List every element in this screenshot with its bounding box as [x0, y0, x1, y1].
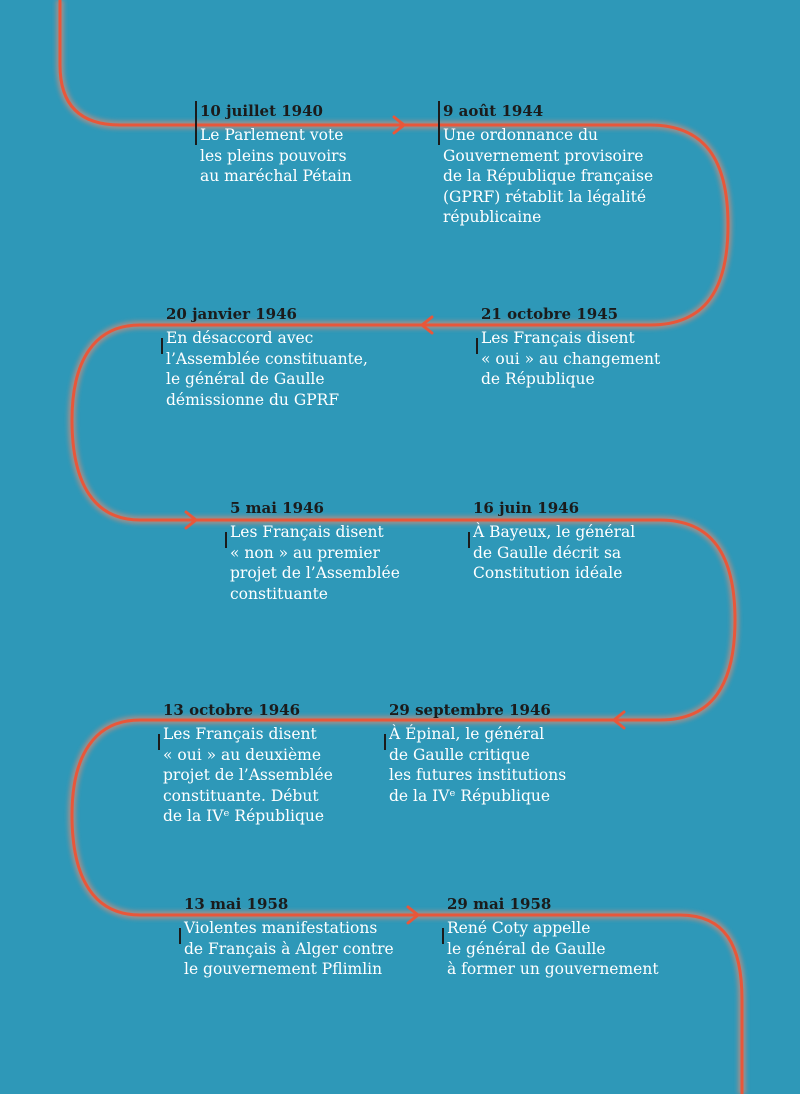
tick-mark [384, 734, 386, 750]
event-29-mai-1958 [442, 894, 659, 980]
event-date: 16 juin 1946 [473, 499, 580, 517]
event-description: Les Français disent « oui » au changement de République [481, 329, 661, 388]
event-date: 10 juillet 1940 [200, 102, 323, 120]
event-date: 13 octobre 1946 [163, 701, 301, 719]
event-date: 29 mai 1958 [447, 895, 552, 913]
tick-mark [225, 532, 227, 548]
event-date: 20 janvier 1946 [166, 305, 297, 323]
tick-mark [468, 532, 470, 548]
event-13-octobre-1946 [158, 700, 333, 827]
event-date: 9 août 1944 [443, 102, 544, 120]
event-20-janvier-1946 [161, 304, 368, 410]
tick-mark [442, 928, 444, 944]
event-13-mai-1958 [179, 894, 394, 980]
event-date: 29 septembre 1946 [389, 701, 551, 719]
event-description: En désaccord avec l’Assemblée constituante, le général de Gaulle démissionne du GPRF [166, 329, 368, 409]
event-21-octobre-1945 [476, 304, 660, 390]
event-date: 5 mai 1946 [230, 499, 324, 517]
event-description: Violentes manifestations de Français à Alger contre le gouvernement Pflimlin [184, 919, 394, 978]
tick-mark [438, 101, 440, 145]
event-description: À Épinal, le général de Gaulle critique les futures institutions de la IVᵉ République [389, 725, 567, 805]
event-description: René Coty appelle le général de Gaulle à former un gouvernement [447, 919, 659, 978]
tick-mark [195, 101, 197, 145]
event-description: Les Français disent « oui » au deuxième projet de l’Assemblée constituante. Début de la IVᵉ République [163, 725, 333, 825]
tick-mark [158, 734, 160, 750]
event-description: Le Parlement vote les pleins pouvoirs au maréchal Pétain [200, 126, 352, 185]
event-10-juillet-1940 [195, 101, 352, 187]
event-9-aout-1944 [438, 101, 653, 228]
tick-mark [179, 928, 181, 944]
event-description: Les Français disent « non » au premier projet de l’Assemblée constituante [230, 523, 400, 603]
event-29-septembre-1946 [384, 700, 566, 806]
event-16-juin-1946 [468, 498, 635, 584]
event-date: 13 mai 1958 [184, 895, 289, 913]
event-description: À Bayeux, le général de Gaulle décrit sa Constitution idéale [473, 523, 636, 582]
event-5-mai-1946 [225, 498, 400, 604]
tick-mark [476, 338, 478, 354]
event-date: 21 octobre 1945 [481, 305, 619, 323]
tick-mark [161, 338, 163, 354]
event-description: Une ordonnance du Gouvernement provisoire de la République française (GPRF) rétablit la légalité républicaine [443, 126, 654, 226]
